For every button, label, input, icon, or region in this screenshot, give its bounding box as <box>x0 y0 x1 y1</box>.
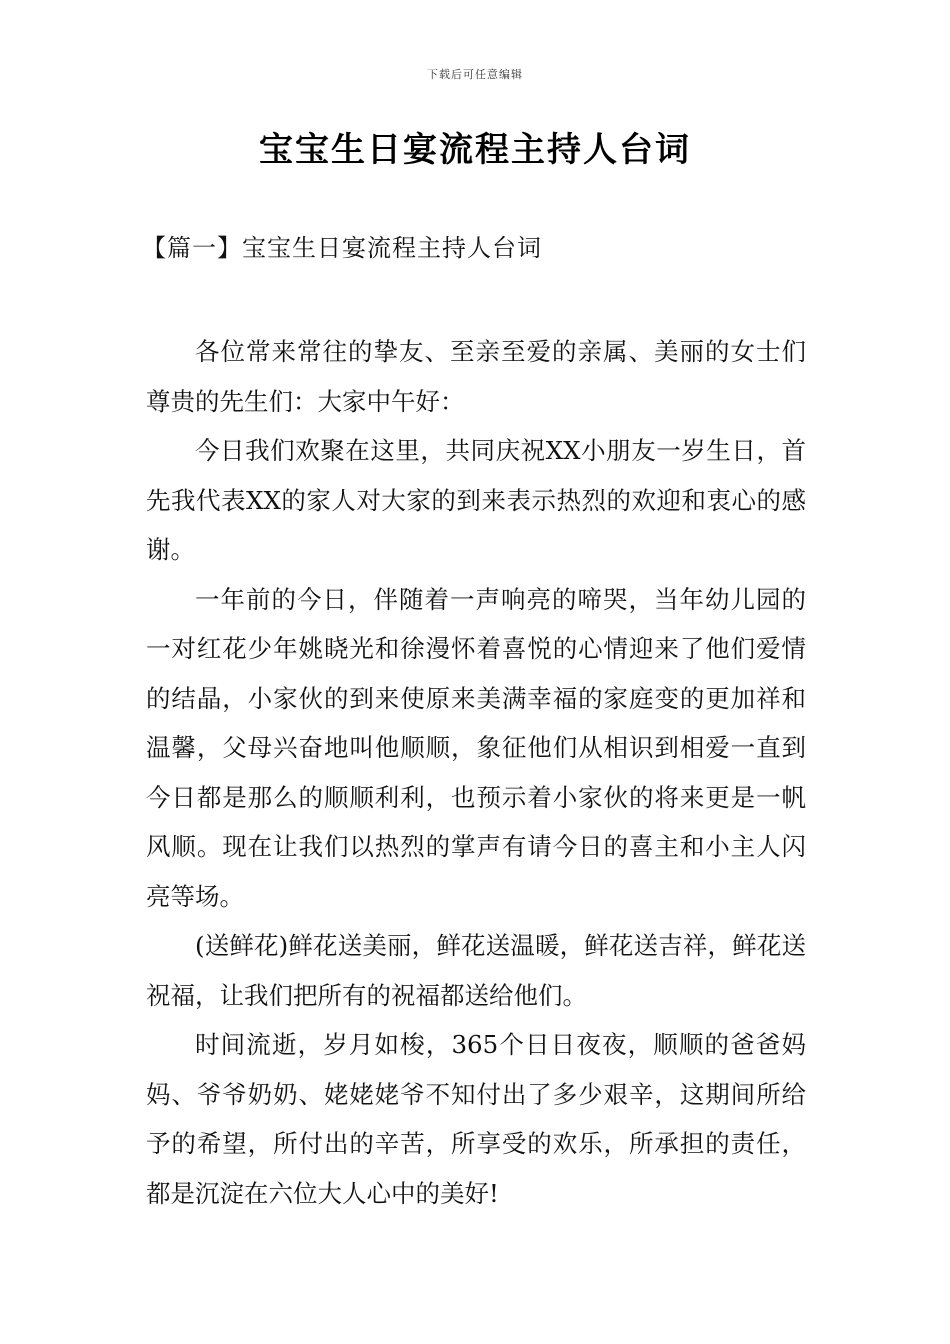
paragraph-welcome: 今日我们欢聚在这里，共同庆祝XX小朋友一岁生日，首先我代表XX的家人对大家的到来表示热烈的欢迎和衷心的感谢。 <box>146 436 806 564</box>
paragraph-time: 时间流逝，岁月如梭，365个日日夜夜，顺顺的爸爸妈妈、爷爷奶奶、姥姥姥爷不知付出了多少艰辛，这期间所给予的希望，所付出的辛苦，所享受的欢乐，所承担的责任，都是沉淀在六位大人心中的美好! <box>146 1030 806 1208</box>
header-note: 下载后可任意编辑 <box>427 68 523 81</box>
paragraph-flowers: (送鲜花)鲜花送美丽，鲜花送温暖，鲜花送吉祥，鲜花送祝福，让我们把所有的祝福都送给他们。 <box>146 931 806 1010</box>
paragraph-story: 一年前的今日，伴随着一声响亮的啼哭，当年幼儿园的一对红花少年姚晓光和徐漫怀着喜悦的心情迎来了他们爱情的结晶，小家伙的到来使原来美满幸福的家庭变的更加祥和温馨，父母兴奋地叫他顺顺，象征他们从相识到相爱一直到今日都是那么的顺顺利利，也预示着小家伙的将来更是一帆风顺。现在让我们以热烈的掌声有请今日的喜主和小主人闪亮等场。 <box>146 584 806 911</box>
document-body <box>146 327 806 1218</box>
paragraph-greeting: 各位常来常往的挚友、至亲至爱的亲属、美丽的女士们尊贵的先生们：大家中午好： <box>146 337 806 416</box>
document-title: 宝宝生日宴流程主持人台词 <box>259 130 691 170</box>
section-heading: 【篇一】宝宝生日宴流程主持人台词 <box>142 234 542 262</box>
